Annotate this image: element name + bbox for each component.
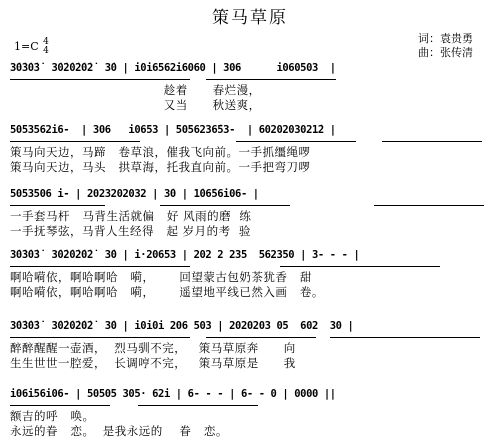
beam-line <box>374 205 484 206</box>
beam-line <box>138 405 258 406</box>
beam-line <box>160 205 290 206</box>
score-system-4 <box>10 249 492 307</box>
score-system-3 <box>10 188 492 246</box>
lyric-verse-2: 啊哈嗬依，啊哈啊哈 嗬， 遥望地平线已然入画 卷。 <box>10 285 324 299</box>
time-bottom: 4 <box>43 46 49 56</box>
notation-line: i06i56i06- | 50505 305· 62i | 6- - - | 6- - 0 | 0000 || <box>10 388 336 400</box>
score-system-1 <box>10 62 492 120</box>
notation-line: 3̇0̇3̇0̇3̇ 3̇0̇2̇0̇2̇0̇2̇ 3̇0 | i0i6562i6060 | 306 i060503 | <box>10 62 336 74</box>
lyricist-credit: 词：袁贵勇 <box>418 32 473 45</box>
beam-line <box>10 205 105 206</box>
key-label: 1=C <box>14 40 39 53</box>
beam-line <box>330 337 480 338</box>
composer-credit: 曲：张传清 <box>418 46 473 59</box>
time-top: 4 <box>43 37 49 47</box>
beam-line <box>280 266 440 267</box>
score-system-5 <box>10 320 492 378</box>
score-system-6 <box>10 388 492 446</box>
song-title: 策马草原 <box>212 8 288 28</box>
beam-line <box>206 79 336 80</box>
notation-line: 5053562i6- | 306 i0653 | 5056236̇53- | 6020203021̇2 | <box>10 124 336 136</box>
lyric-verse-1: 醉醉醒醒一壶酒， 烈马驯不完， 策马草原奔 向 <box>10 341 296 355</box>
time-signature <box>43 38 49 56</box>
lyric-verse-1: 啊哈嗬依，啊哈啊哈 嗬， 回望蒙古包奶茶犹香 甜 <box>10 270 312 284</box>
beam-line <box>10 337 190 338</box>
key-signature <box>14 38 49 56</box>
beam-line <box>10 405 110 406</box>
lyric-verse-1: 一手套马杆 马背生活就偏 好 风雨的磨 练 <box>10 209 252 223</box>
lyric-verse-1: 额吉的呼 唤。 <box>10 409 95 423</box>
lyric-verse-1: 趁着 春烂漫， <box>10 83 261 97</box>
lyric-verse-2: 生生世世一腔爱， 长调哼不完， 策马草原是 我 <box>10 356 296 370</box>
notation-line: 3̇0̇3̇0̇3̇ 3̇0̇2̇0̇2̇0̇2̇ 3̇0 | i0i0i 206 503 | 2020203 05 602 30 | <box>10 320 354 332</box>
notation-line: 5053506 i- | 2023202032 | 3̇0 | 1̇06̇56i06- | <box>10 188 259 200</box>
score-system-2 <box>10 124 492 182</box>
beam-line <box>10 141 140 142</box>
lyric-verse-2: 一手抚琴弦，马背人生经得 起 岁月的考 验 <box>10 224 251 238</box>
beam-line <box>236 141 356 142</box>
beam-line <box>382 141 482 142</box>
beam-line <box>10 266 190 267</box>
beam-line <box>10 79 190 80</box>
notation-line: 3̇0̇3̇0̇3̇ 3̇0̇2̇0̇2̇0̇2̇ 3̇0 | i·20653 | 202 2 235 562350 | 3- - - | <box>10 249 360 261</box>
lyric-verse-2: 永远的眷 恋。 是我永远的 眷 恋。 <box>10 424 228 438</box>
beam-line <box>206 337 316 338</box>
lyric-verse-1: 策马向天边，马蹄 卷草浪，催我飞向前。一手抓缰绳啰 <box>10 145 311 159</box>
lyric-verse-2: 又当 秋送爽， <box>10 98 261 112</box>
lyric-verse-2: 策马向天边，马头 拱草海，托我直向前。一手把弯刀啰 <box>10 160 311 174</box>
